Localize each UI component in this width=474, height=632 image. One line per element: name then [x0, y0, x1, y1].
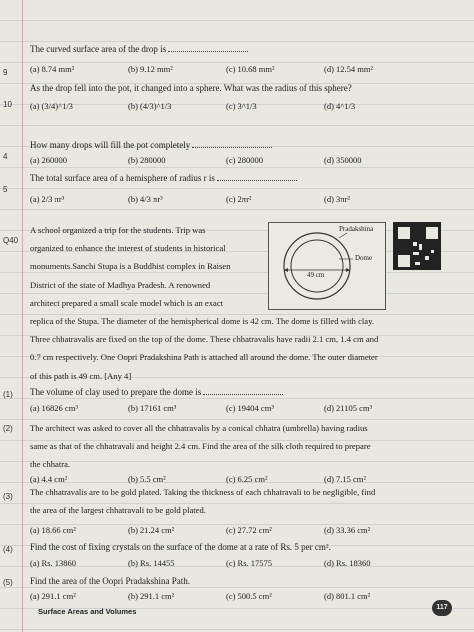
option-d[interactable]: (d) 350000 — [324, 155, 362, 165]
option-b[interactable]: (b) 5.5 cm² — [128, 474, 166, 484]
option-b[interactable]: (b) (4/3)^1/3 — [128, 101, 172, 111]
question-number: 10 — [3, 100, 12, 109]
options-row — [30, 64, 450, 74]
option-a[interactable]: (a) 8.74 mm² — [30, 64, 75, 74]
question-line: the chhatra. — [30, 459, 71, 470]
option-c[interactable]: (c) 27.72 cm² — [226, 525, 272, 535]
question-number: (4) — [3, 545, 13, 554]
option-a[interactable]: (a) 260000 — [30, 155, 68, 165]
question-text — [30, 140, 460, 151]
question-number: (2) — [3, 424, 13, 433]
options-row — [30, 101, 450, 111]
option-b[interactable]: (b) 9.12 mm² — [128, 64, 173, 74]
option-b[interactable]: (b) 280000 — [128, 155, 166, 165]
option-a[interactable]: (a) 291.1 cm² — [30, 591, 76, 601]
case-line: of this path is 49 cm. [Any 4] — [30, 370, 132, 381]
case-line: architect prepared a small scale model which is an exact — [30, 297, 224, 308]
question-number: (3) — [3, 492, 13, 501]
question-text: Find the cost of fixing crystals on the surface of the dome at a rate of Rs. 5 per cm². — [30, 542, 331, 552]
question-line: same as that of the chhatravali and height 2.4 cm. Find the area of the silk cloth required to prepare — [30, 441, 371, 452]
question-line: The chhatravalis are to be gold plated. Taking the thickness of each chhatravali to be negligible, find — [30, 487, 376, 497]
option-b[interactable]: (b) 21.24 cm² — [128, 525, 175, 535]
option-d[interactable]: (d) 7.15 cm² — [324, 474, 366, 484]
case-line: 0.7 cm respectively. One Oopri Pradakshina Path is attached all around the dome. The outer diameter — [30, 352, 378, 363]
question-number: 9 — [3, 68, 8, 77]
option-c[interactable]: (c) Rs. 17575 — [226, 558, 273, 568]
options-row — [30, 194, 450, 204]
stupa-diagram — [268, 222, 386, 310]
question-text-span: The total surface area of a hemisphere of radius r is — [30, 173, 215, 183]
figure-label-dome: Dome — [355, 254, 373, 262]
question-text: As the drop fell into the pot, it changed into a sphere. What was the radius of this sphere? — [30, 83, 352, 93]
option-a[interactable]: (a) 2/3 πr³ — [30, 194, 65, 204]
options-row — [30, 591, 450, 601]
option-b[interactable]: (b) 4/3 πr³ — [128, 194, 163, 204]
option-d[interactable]: (d) 801.1 cm² — [324, 591, 371, 601]
question-number: 4 — [3, 152, 8, 161]
case-line: organized to enhance the interest of students in historical — [30, 243, 226, 254]
option-b[interactable]: (b) 17161 cm³ — [128, 403, 177, 413]
option-c[interactable]: (c) 280000 — [226, 155, 264, 165]
answer-blank — [192, 147, 272, 148]
options-row — [30, 558, 450, 568]
option-d[interactable]: (d) 3πr² — [324, 194, 350, 204]
options-row — [30, 403, 450, 413]
option-a[interactable]: (a) 4.4 cm² — [30, 474, 68, 484]
case-line: replica of the Stupa. The diameter of the hemispherical dome is 42 cm. The dome is filled with clay. — [30, 316, 374, 326]
figure-label-pradakshina: Pradakshina — [339, 225, 374, 233]
question-number: Q40 — [3, 236, 19, 245]
question-text — [30, 483, 460, 519]
case-line: monuments.Sanchi Stupa is a Buddhist complex in Raisen — [30, 261, 231, 272]
answer-blank — [168, 51, 248, 52]
option-c[interactable]: (c) 6.25 cm² — [226, 474, 268, 484]
question-text — [30, 387, 460, 398]
stupa-diagram-svg — [269, 223, 385, 309]
figure-label-width: 49 cm — [307, 271, 325, 279]
chapter-title: Surface Areas and Volumes — [38, 607, 137, 616]
option-c[interactable]: (c) 19404 cm³ — [226, 403, 274, 413]
question-text — [30, 44, 460, 55]
question-text-span: The volume of clay used to prepare the dome is — [30, 387, 202, 397]
option-d[interactable]: (d) 12.54 mm² — [324, 64, 374, 74]
option-c[interactable]: (c) 3^1/3 — [226, 101, 257, 111]
question-text — [30, 419, 460, 474]
case-line: Three chhatravalis are fixed on the top of the dome. These chhatravalis have radii 2.1 cm, 1.4 cm and — [30, 334, 379, 345]
option-a[interactable]: (a) 16826 cm³ — [30, 403, 78, 413]
option-a[interactable]: (a) Rs. 13860 — [30, 558, 77, 568]
question-number: (5) — [3, 578, 13, 587]
case-line: A school organized a trip for the students. Trip was — [30, 225, 206, 235]
question-line: The architect was asked to cover all the chhatravalis by a conical chhatra (umbrella) having radius — [30, 423, 368, 433]
case-body — [30, 312, 460, 385]
question-text — [30, 173, 460, 184]
question-text: Find the area of the Oopri Pradakshina Path. — [30, 576, 190, 586]
option-a[interactable]: (a) (3/4)^1/3 — [30, 101, 73, 111]
options-row — [30, 525, 450, 535]
option-d[interactable]: (d) 4^1/3 — [324, 101, 356, 111]
option-d[interactable]: (d) 33.36 cm² — [324, 525, 371, 535]
option-c[interactable]: (c) 10.68 mm² — [226, 64, 275, 74]
question-text-span: The curved surface area of the drop is — [30, 44, 167, 54]
option-b[interactable]: (b) Rs. 14455 — [128, 558, 175, 568]
page-number: 117 — [432, 600, 452, 616]
question-line: the area of the largest chhatravali to be gold plated. — [30, 505, 206, 516]
question-text-span: How many drops will fill the pot completely — [30, 140, 191, 150]
option-d[interactable]: (d) Rs. 18360 — [324, 558, 371, 568]
question-number: 5 — [3, 185, 8, 194]
options-row — [30, 155, 450, 165]
margin-line — [22, 0, 23, 632]
option-c[interactable]: (c) 500.5 cm² — [226, 591, 272, 601]
case-line: District of the state of Madhya Pradesh. A renowned — [30, 279, 211, 290]
answer-blank — [203, 394, 283, 395]
answer-blank — [217, 180, 297, 181]
option-a[interactable]: (a) 18.66 cm² — [30, 525, 76, 535]
option-b[interactable]: (b) 291.1 cm² — [128, 591, 175, 601]
option-c[interactable]: (c) 2πr² — [226, 194, 252, 204]
case-intro — [30, 221, 270, 312]
question-number: (1) — [3, 390, 13, 399]
option-d[interactable]: (d) 21105 cm³ — [324, 403, 373, 413]
qr-code-icon[interactable] — [393, 222, 441, 270]
